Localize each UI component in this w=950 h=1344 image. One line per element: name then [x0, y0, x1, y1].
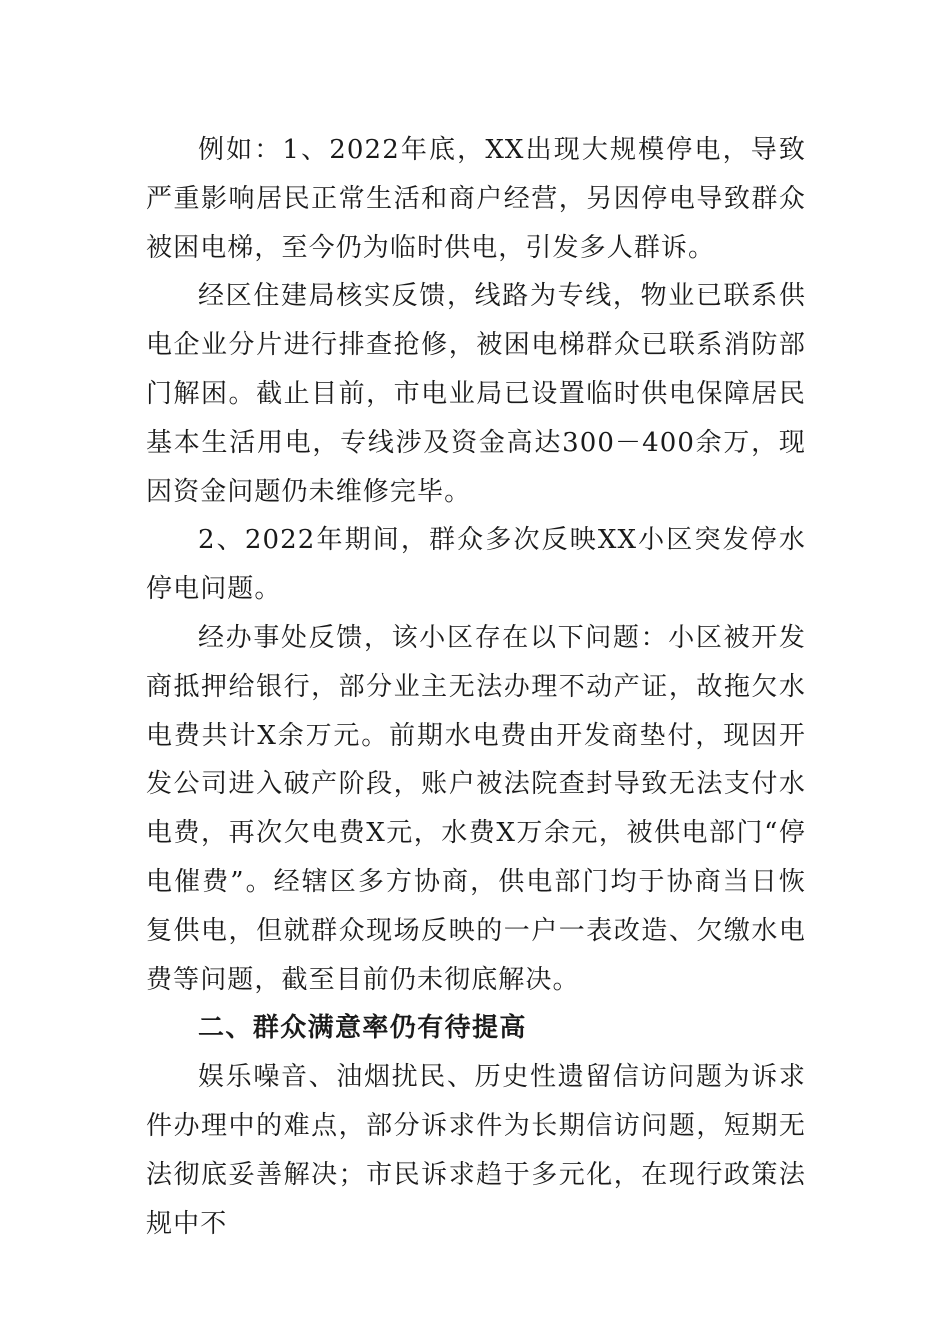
paragraph-office-feedback: 经办事处反馈，该小区存在以下问题：小区被开发商抵押给银行，部分业主无法办理不动产证，故拖欠水电费共计X余万元。前期水电费由开发商垫付，现因开发公司进入破产阶段，账户被法院查封导致无法支付水电费，再次欠电费X元，水费X万余元，被供电部门“停电催费”。经辖区多方协商，供电部门均于协商当日恢复供电，但就群众现场反映的一户一表改造、欠缴水电费等问题，截至目前仍未彻底解决。 [146, 622, 806, 995]
paragraph-water-power-outage: 2、2022年期间，群众多次反映XX小区突发停水停电问题。 [146, 525, 806, 605]
paragraph-power-outage-example: 例如：1、2022年底，XX出现大规模停电，导致严重影响居民正常生活和商户经营，另因停电导致群众被困电梯，至今仍为临时供电，引发多人群诉。 [146, 135, 806, 263]
paragraph-housing-bureau-feedback: 经区住建局核实反馈，线路为专线，物业已联系供电企业分片进行排查抢修，被困电梯群众已联系消防部门解困。截止目前，市电业局已设置临时供电保障居民基本生活用电，专线涉及资金高达300－400余万，现因资金问题仍未维修完毕。 [146, 281, 806, 507]
section-heading: 二、群众满意率仍有待提高 [198, 1013, 527, 1044]
paragraph-satisfaction-issues: 娱乐噪音、油烟扰民、历史性遗留信访问题为诉求件办理中的难点，部分诉求件为长期信访问题，短期无法彻底妥善解决；市民诉求趋于多元化，在现行政策法规中不 [146, 1062, 806, 1239]
document-page [146, 126, 806, 1248]
